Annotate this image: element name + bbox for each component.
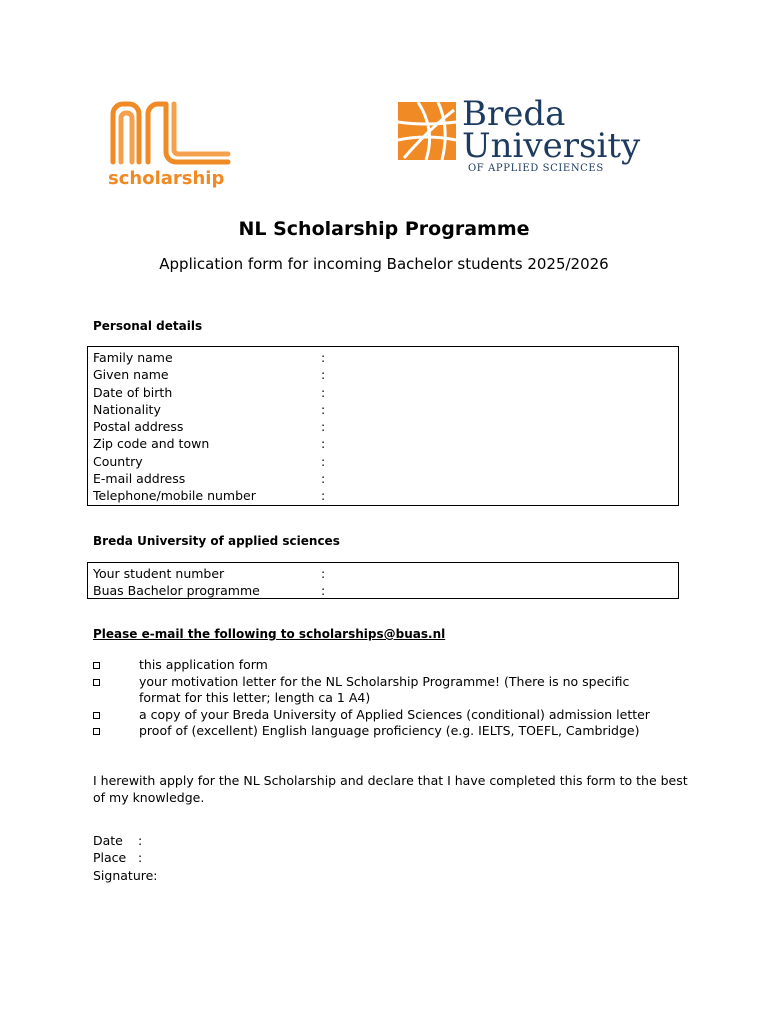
checklist-item xyxy=(93,674,673,707)
globe-icon xyxy=(396,100,460,164)
field-separator: : xyxy=(321,367,326,383)
field-given-name[interactable] xyxy=(88,366,678,383)
date-separator: : xyxy=(138,833,143,848)
checklist-item-text: this application form xyxy=(139,657,268,672)
field-separator: : xyxy=(321,453,326,469)
university-heading: Breda University of applied sciences xyxy=(93,534,340,548)
field-separator: : xyxy=(321,436,326,452)
checkbox-icon[interactable] xyxy=(93,712,100,719)
declaration-text: I herewith apply for the NL Scholarship and declare that I have completed this form to the best of my knowledge. xyxy=(93,773,688,805)
email-instructions-heading: Please e-mail the following to scholarships@buas.nl xyxy=(93,627,446,641)
field-label: Family name xyxy=(93,350,173,365)
date-label: Date xyxy=(93,833,123,848)
field-bachelor-programme[interactable] xyxy=(88,582,678,599)
field-label: Zip code and town xyxy=(93,436,210,452)
checklist-item xyxy=(93,723,673,740)
field-separator: : xyxy=(321,350,326,365)
personal-details-heading: Personal details xyxy=(93,319,203,333)
checklist-item-text: your motivation letter for the NL Scholarship Programme! (There is no specific format for this letter; length ca 1 A4) xyxy=(139,673,630,705)
signature-label: Signature: xyxy=(93,867,158,883)
place-separator: : xyxy=(138,850,143,866)
field-separator: : xyxy=(321,401,326,417)
field-zip-code-town[interactable] xyxy=(88,435,678,452)
field-separator: : xyxy=(321,384,326,400)
field-separator: : xyxy=(321,566,326,581)
field-telephone[interactable] xyxy=(88,487,678,504)
field-label: Date of birth xyxy=(93,384,173,400)
personal-details-box xyxy=(87,346,679,506)
checklist-item xyxy=(93,657,673,674)
buas-logo-line1: Breda xyxy=(462,94,566,134)
field-student-number[interactable] xyxy=(88,565,678,582)
field-separator: : xyxy=(321,471,326,487)
field-label: Your student number xyxy=(93,566,225,581)
field-label: E-mail address xyxy=(93,471,186,487)
checklist-item-text: proof of (excellent) English language proficiency (e.g. IELTS, TOEFL, Cambridge) xyxy=(139,723,640,738)
field-country[interactable] xyxy=(88,453,678,470)
university-box xyxy=(87,562,679,599)
nl-logo-text: scholarship xyxy=(108,168,225,189)
field-family-name[interactable] xyxy=(88,349,678,366)
field-label: Country xyxy=(93,453,143,469)
page-title: NL Scholarship Programme xyxy=(238,218,530,240)
field-postal-address[interactable] xyxy=(88,418,678,435)
field-label: Given name xyxy=(93,367,169,383)
checkbox-icon[interactable] xyxy=(93,728,100,735)
buas-logo-line2: University xyxy=(462,126,641,166)
nl-logo-mark-icon xyxy=(108,100,234,166)
field-separator: : xyxy=(321,419,326,435)
field-label: Telephone/mobile number xyxy=(93,488,256,504)
field-label: Postal address xyxy=(93,419,184,435)
checkbox-icon[interactable] xyxy=(93,662,100,669)
page-subtitle: Application form for incoming Bachelor students 2025/2026 xyxy=(159,255,609,273)
checklist-item-text: a copy of your Breda University of Applied Sciences (conditional) admission letter xyxy=(139,706,650,722)
field-label: Nationality xyxy=(93,401,161,417)
breda-university-logo xyxy=(396,96,648,178)
buas-logo-line3: OF APPLIED SCIENCES xyxy=(468,163,604,174)
field-label: Buas Bachelor programme xyxy=(93,583,260,599)
field-email-address[interactable] xyxy=(88,470,678,487)
field-date-of-birth[interactable] xyxy=(88,384,678,401)
field-separator: : xyxy=(321,488,326,504)
nl-scholarship-logo xyxy=(108,100,234,192)
document-checklist xyxy=(93,657,673,740)
field-nationality[interactable] xyxy=(88,401,678,418)
checkbox-icon[interactable] xyxy=(93,679,100,686)
checklist-item xyxy=(93,707,673,724)
place-label: Place xyxy=(93,850,127,866)
field-separator: : xyxy=(321,583,326,599)
